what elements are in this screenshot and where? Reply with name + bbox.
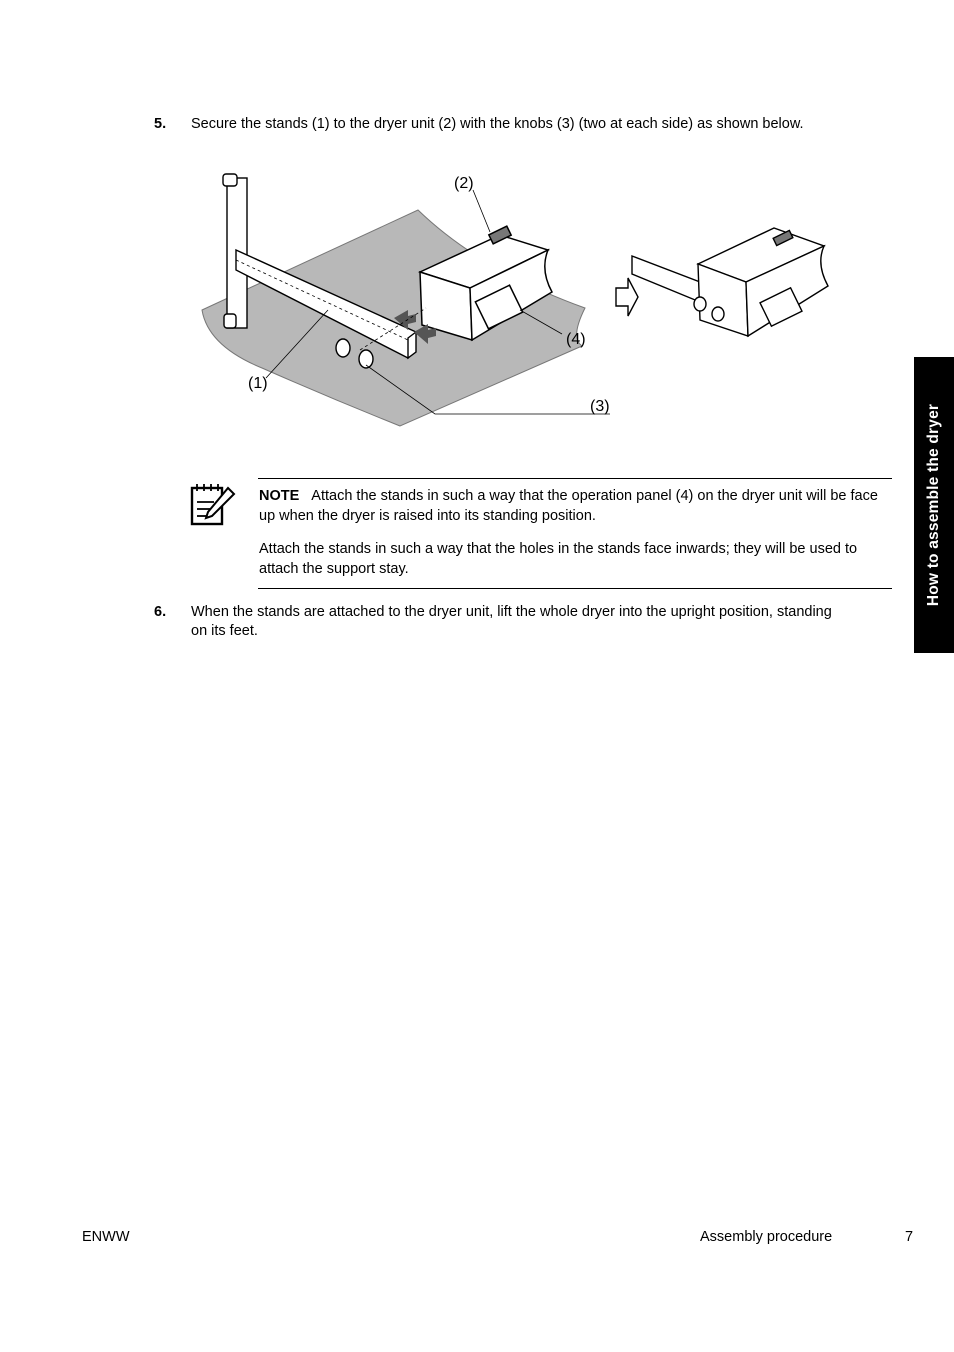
step-text: When the stands are attached to the dryer unit, lift the whole dryer into the upright position, standing on its feet. [191, 604, 832, 639]
callout-operation-panel: (4) [566, 331, 586, 348]
stand-post [223, 174, 247, 328]
note-paragraph-1 [259, 487, 889, 526]
step-number: 5. [154, 116, 167, 132]
assembly-illustration [190, 160, 640, 440]
callout-knobs: (3) [590, 398, 610, 415]
chapter-side-tab-label: How to assemble the dryer [925, 403, 942, 607]
note-label: NOTE [259, 488, 300, 504]
step-number: 6. [154, 604, 167, 620]
footer-left: ENWW [82, 1229, 130, 1245]
callout-dryer-unit: (2) [454, 175, 474, 192]
step-text: Secure the stands (1) to the dryer unit (2) with the knobs (3) (two at each side) as shown below. [191, 116, 804, 132]
note-paragraph-2: Attach the stands in such a way that the holes in the stands face inwards; they will be used to attach the support stay. [259, 541, 858, 577]
note-text-1: Attach the stands in such a way that the operation panel (4) on the dryer unit will be face up when the dryer is raised into its standing position. [259, 488, 878, 524]
chapter-side-tab [914, 357, 954, 653]
floor-sheet [202, 210, 585, 426]
footer-section: Assembly procedure [700, 1229, 833, 1245]
note-pad-icon [188, 480, 238, 528]
callout-stand: (1) [248, 375, 268, 392]
page-number: 7 [905, 1229, 914, 1245]
note-bottom-rule [258, 588, 892, 589]
assembled-view-illustration [628, 224, 834, 344]
note-top-rule [258, 478, 892, 479]
